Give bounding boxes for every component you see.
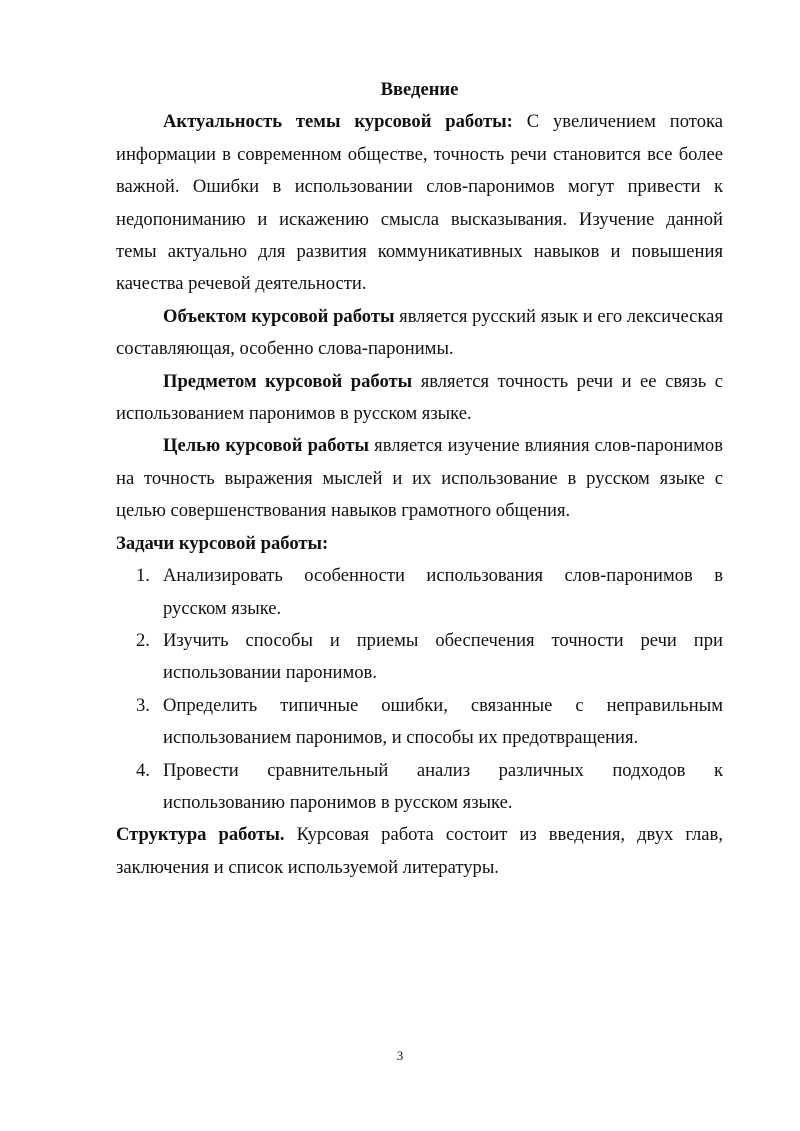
- task-text: Определить типичные ошибки, связанные с неправильным использованием паронимов, и способы их предотвращения.: [163, 694, 723, 749]
- object-label: Объектом курсовой работы: [163, 305, 395, 327]
- task-item: [116, 560, 723, 625]
- task-text: Провести сравнительный анализ различных подходов к использованию паронимов в русском языке.: [163, 759, 723, 813]
- task-number: 2.: [136, 629, 150, 651]
- structure-text: Курсовая работа состоит из введения, двух глав, заключения и список используемой литературы.: [116, 824, 723, 878]
- goal-text: является изучение влияния слов-паронимов на точность выражения мыслей и их использование в русском языке с целью совершенствования навыков грамотного общения.: [116, 435, 723, 522]
- task-item: [116, 625, 723, 690]
- structure-paragraph: [116, 819, 723, 884]
- subject-paragraph: [116, 366, 723, 431]
- task-item: [116, 755, 723, 820]
- task-list: [116, 560, 723, 819]
- task-number: 3.: [136, 694, 150, 716]
- structure-label: Структура работы.: [116, 824, 285, 846]
- page-content: [116, 74, 723, 884]
- task-item: [116, 690, 723, 755]
- relevance-text: С увеличением потока информации в современном обществе, точность речи становится все более важной. Ошибки в использовании слов-паронимов могут привести к недопониманию и искажению смысла высказывания. Изучение данной темы актуально для развития коммуникативных навыков и повышения качества речевой деятельности.: [116, 111, 723, 295]
- goal-label: Целью курсовой работы: [163, 435, 369, 457]
- page-number: 3: [396, 1048, 404, 1063]
- subject-label: Предметом курсовой работы: [163, 370, 413, 392]
- task-text: Изучить способы и приемы обеспечения точности речи при использовании паронимов.: [163, 629, 723, 684]
- relevance-label: Актуальность темы курсовой работы:: [163, 111, 513, 133]
- task-text: Анализировать особенности использования слов-паронимов в русском языке.: [163, 565, 723, 619]
- relevance-paragraph: [116, 106, 723, 300]
- goal-paragraph: [116, 430, 723, 527]
- object-text: является русский язык и его лексическая составляющая, особенно слова-паронимы.: [116, 305, 723, 360]
- task-number: 4.: [136, 759, 150, 781]
- object-paragraph: [116, 301, 723, 366]
- task-number: 1.: [136, 565, 150, 587]
- subject-text: является точность речи и ее связь с использованием паронимов в русском языке.: [116, 370, 724, 425]
- section-title: Введение: [380, 79, 459, 100]
- tasks-heading: Задачи курсовой работы:: [116, 532, 329, 554]
